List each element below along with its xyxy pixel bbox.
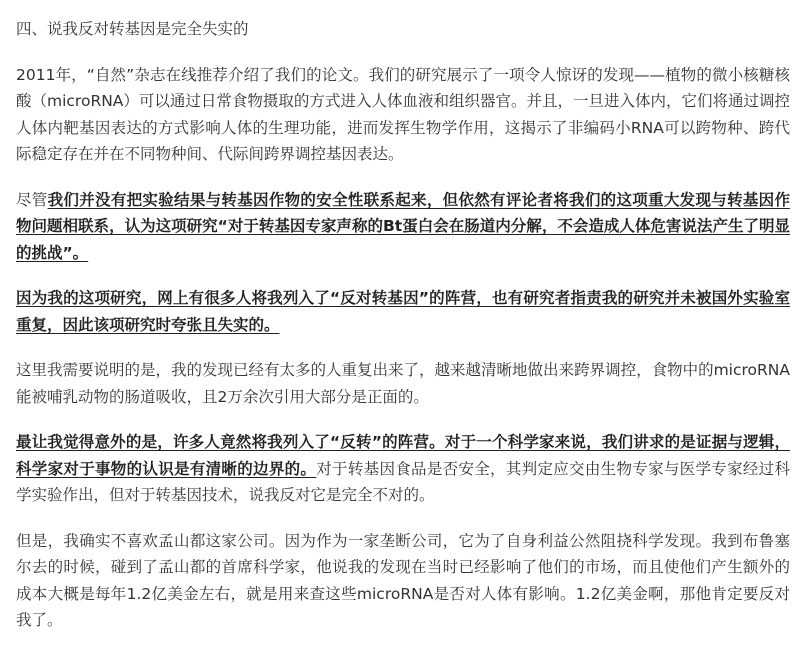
paragraph-4 bbox=[16, 357, 790, 410]
section-heading: 四、说我反对转基因是完全失实的 bbox=[16, 20, 249, 38]
emphasized-text: 最让我觉得意外的是，许多人竟然将我列入了“反转”的阵营。对于一个科学家来说，我们讲求的是证据与逻辑，科学家对于事物的认识是有清晰的边界的。 bbox=[16, 433, 790, 478]
paragraph-text: 2011年，“自然”杂志在线推荐介绍了我们的论文。我们的研究展示了一项令人惊讶的发现——植物的微小核糖核酸（microRNA）可以通过日常食物摄取的方式进入人体血液和组织器官。并且，一旦进入体内，它们将通过调控人体内靶基因表达的方式影响人体的生理功能，进而发挥生物学作用，这揭示了非编码小RNA可以跨物种、跨代际稳定存在并在不同物种间、代际间跨界调控基因表达。 bbox=[16, 65, 790, 163]
paragraph-6 bbox=[16, 528, 790, 634]
paragraph-2 bbox=[16, 187, 790, 267]
emphasized-text: 我们并没有把实验结果与转基因作物的安全性联系起来，但依然有评论者将我们的这项重大发现与转基因作物问题相联系，认为这项研究“对于转基因专家声称的Bt蛋白会在肠道内分解，不会造成人体危害说法产生了明显的挑战”。 bbox=[16, 190, 790, 262]
paragraph-3 bbox=[16, 285, 790, 338]
paragraph-text: 这里我需要说明的是，我的发现已经有太多的人重复出来了，越来越清晰地做出来跨界调控，食物中的microRNA能被哺乳动物的肠道吸收，且2万余次引用大部分是正面的。 bbox=[16, 361, 790, 406]
paragraph-5 bbox=[16, 429, 790, 509]
paragraph-1 bbox=[16, 62, 790, 168]
paragraph-text: 尽管 bbox=[16, 190, 48, 209]
paragraph-text: 但是，我确实不喜欢孟山都这家公司。因为作为一家垄断公司，它为了自身利益公然阻挠科学发现。我到布鲁塞尔去的时候，碰到了孟山都的首席科学家，他说我的发现在当时已经影响了他们的市场，而且使他们产生额外的成本大概是每年1.2亿美金左右，就是用来查这些microRNA是否对人体有影响。1.2亿美金啊，那他肯定要反对我了。 bbox=[16, 531, 790, 629]
paragraph-text: 对于转基因食品是否安全，其判定应交由生物专家与医学专家经过科学实验作出，但对于转基因技术，说我反对它是完全不对的。 bbox=[16, 459, 790, 504]
emphasized-text: 因为我的这项研究，网上有很多人将我列入了“反对转基因”的阵营，也有研究者指责我的研究并未被国外实验室重复，因此该项研究时夸张且失实的。 bbox=[16, 289, 790, 334]
